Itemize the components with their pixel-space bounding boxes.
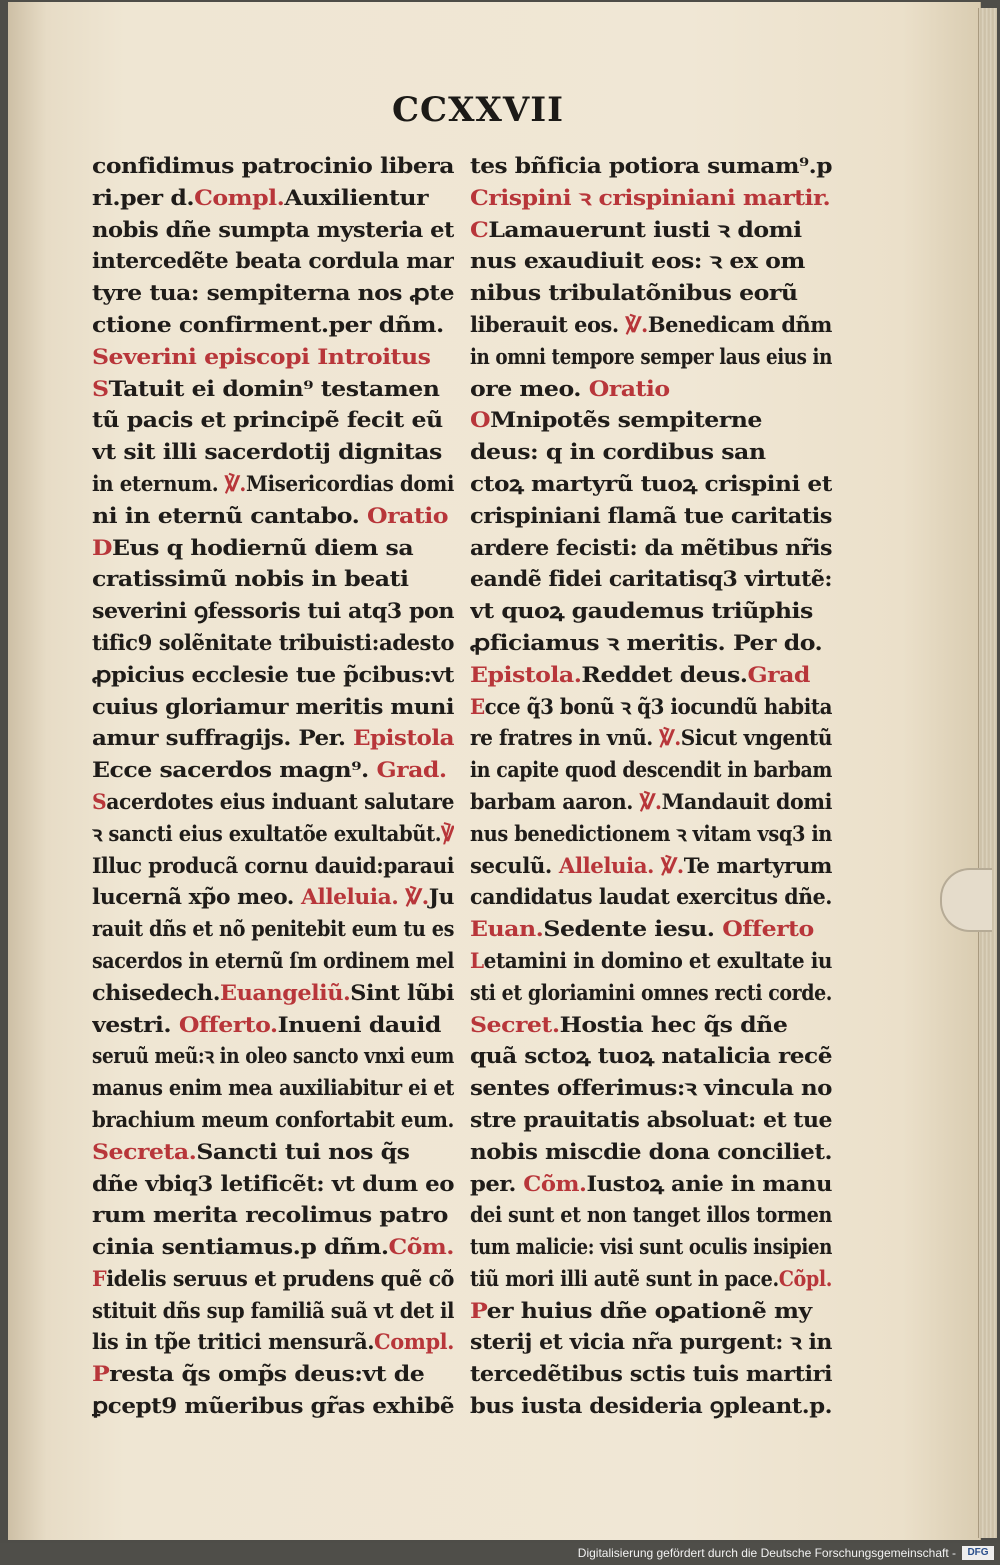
body-text: amur suffragijs. Per. <box>92 725 353 751</box>
body-text: rum merita recolimus patro <box>92 1202 448 1228</box>
rubric-text: Euan. <box>470 916 544 942</box>
body-text: Mnipotẽs sempiterne <box>490 407 762 433</box>
body-text: seculũ. <box>470 852 559 878</box>
body-text: Ecce sacerdos magn⁹. <box>92 757 377 783</box>
body-text: candidatus laudat exercitus dñe. <box>470 884 832 910</box>
body-text: Sancti tui nos q̃s <box>196 1138 410 1164</box>
body-text: tũ pacis et principẽ fecit eũ <box>92 407 443 433</box>
rubric-text: Secreta. <box>92 1138 197 1164</box>
text-line <box>470 468 832 500</box>
rubric-text: ℣. <box>224 470 246 496</box>
rubric-text: C <box>470 216 489 242</box>
page-clip <box>940 868 992 932</box>
rubric-text: S <box>92 375 109 401</box>
folio-number: CCXXVII <box>392 90 565 130</box>
text-line <box>470 563 832 595</box>
body-text: cinia sentiamus.p dñm. <box>92 1234 389 1260</box>
body-text: tific9 solẽnitate tribuisti:adesto <box>92 629 454 655</box>
text-line <box>92 850 454 882</box>
text-line <box>470 182 832 214</box>
body-text: ꝓficiamus ꝛ meritis. Per do. <box>470 629 823 655</box>
text-line <box>92 786 454 818</box>
text-line <box>470 214 832 246</box>
text-line <box>470 404 832 436</box>
rubric-text: L <box>470 947 484 973</box>
body-text: crispiniani flamã tue caritatis <box>470 502 832 528</box>
body-text: etamini in domino et exultate iu <box>483 947 832 973</box>
body-text: tes bñficia potiora sumam⁹.p <box>470 153 832 178</box>
body-text: nus benedictionem ꝛ vitam vsq3 in <box>470 820 832 846</box>
rubric-text: Secret. <box>470 1011 560 1037</box>
rubric-text: Compl. <box>194 184 285 210</box>
body-text: Illuc producã cornu dauid:paraui <box>92 852 454 878</box>
text-line <box>470 1295 832 1327</box>
text-line <box>92 1168 454 1200</box>
text-line <box>470 532 832 564</box>
text-line <box>92 1009 454 1041</box>
body-text: seruũ meũ:ꝛ in oleo sancto vnxi eum <box>92 1043 454 1069</box>
body-text: rauit dñs et nõ penitebit eum tu es <box>92 916 454 942</box>
body-text: liberauit eos. <box>470 311 626 337</box>
body-text: sti et gloriamini omnes recti corde. <box>470 979 832 1005</box>
text-line <box>470 1263 832 1295</box>
text-line <box>92 1295 454 1327</box>
text-line <box>470 436 832 468</box>
rubric-text: ℣. <box>625 311 648 337</box>
rubric-text: Compl. <box>374 1329 454 1355</box>
text-line <box>92 913 454 945</box>
text-line <box>92 722 454 754</box>
body-text: ꝑcept9 mũeribus gr̃as exhibẽ <box>92 1393 454 1419</box>
rubric-text: Oratio <box>588 375 670 401</box>
body-text: vt sit illi sacerdotij dignitas <box>92 439 442 465</box>
body-text: in capite quod descendit in barbam <box>470 757 832 783</box>
body-text: cratissimũ nobis in beati <box>92 566 409 592</box>
body-text: Hostia hec q̃s dñe <box>559 1011 788 1037</box>
right-text-column <box>470 150 832 1422</box>
rubric-text: P <box>92 1361 110 1387</box>
text-line <box>92 373 454 405</box>
body-text: confidimus patrocinio libera <box>92 153 454 178</box>
text-line <box>470 786 832 818</box>
rubric-text: Crispini ꝛ crispiniani martir. <box>470 184 831 210</box>
body-text: tercedẽtibus sctis tuis martiri <box>470 1361 832 1387</box>
body-text: nibus tribulatõnibus eorũ <box>470 280 798 306</box>
text-line <box>470 595 832 627</box>
text-line <box>92 1231 454 1263</box>
text-line <box>92 532 454 564</box>
text-line <box>92 881 454 913</box>
text-line <box>92 1199 454 1231</box>
text-line <box>92 1358 454 1390</box>
body-text: Te martyrum <box>683 852 832 878</box>
text-line <box>92 977 454 1009</box>
body-text: er huius dñe oꝑationẽ my <box>486 1297 812 1323</box>
body-text: Mandauit domi <box>661 788 832 814</box>
body-text: manus enim mea auxiliabitur ei et <box>92 1075 454 1101</box>
text-line <box>470 341 832 373</box>
text-line <box>92 595 454 627</box>
text-line <box>92 1390 454 1422</box>
body-text: Eus q hodiernũ diem sa <box>112 534 414 560</box>
rubric-text: E <box>470 693 485 719</box>
body-text: sentes offerimus:ꝛ vincula no <box>470 1075 832 1101</box>
body-text: chisedech. <box>92 979 221 1005</box>
body-text: idelis seruus et prudens quẽ cõ <box>106 1265 454 1291</box>
footer-bar <box>0 1543 1000 1565</box>
body-text: ꝓpicius ecclesie tue p̃cibus:vt <box>92 661 454 687</box>
body-text: re fratres in vnũ. <box>470 725 660 751</box>
text-line <box>470 1104 832 1136</box>
text-line <box>92 563 454 595</box>
body-text: ardere fecisti: da mẽtibus nr̃is <box>470 534 832 560</box>
rubric-text: Oratio <box>367 502 448 528</box>
body-text: in omni tempore semper laus eius in <box>470 343 832 369</box>
text-line <box>470 722 832 754</box>
text-line <box>92 500 454 532</box>
body-text: per. <box>470 1170 524 1196</box>
text-line <box>470 1199 832 1231</box>
body-text: tyre tua: sempiterna nos ꝓte <box>92 280 454 306</box>
text-line <box>92 277 454 309</box>
rubric-text: ℣. <box>639 788 662 814</box>
body-text: cce q̃3 bonũ ꝛ q̃3 iocundũ habita <box>484 693 832 719</box>
text-line <box>470 977 832 1009</box>
text-line <box>92 945 454 977</box>
body-text: Tatuit ei domin⁹ testamen <box>108 375 440 401</box>
body-text: resta q̃s omp̃s deus:vt de <box>109 1361 425 1387</box>
rubric-text: Cõpl. <box>778 1265 832 1291</box>
rubric-text: F <box>92 1265 107 1291</box>
text-line <box>470 500 832 532</box>
body-text: ni in eternũ cantabo. <box>92 502 367 528</box>
text-line <box>470 1168 832 1200</box>
body-text: barbam aaron. <box>470 788 640 814</box>
text-line <box>92 754 454 786</box>
rubric-text: D <box>92 534 112 560</box>
rubric-text: S <box>92 788 107 814</box>
body-text: dei sunt et non tanget illos tormen <box>470 1202 832 1228</box>
text-line <box>470 1072 832 1104</box>
body-text: Sint lũbi <box>350 979 454 1005</box>
text-line <box>92 341 454 373</box>
body-text: deus: q in cordibus san <box>470 439 766 465</box>
text-line <box>92 1040 454 1072</box>
text-line <box>92 214 454 246</box>
text-line <box>470 1009 832 1041</box>
body-text: ore meo. <box>470 375 589 401</box>
body-text: stituit dñs sup familiã suã vt det il <box>92 1297 454 1323</box>
text-line <box>470 945 832 977</box>
text-line <box>92 150 454 182</box>
body-text: ctione confirment.per dñm. <box>92 311 444 337</box>
text-line <box>470 659 832 691</box>
rubric-text: ℣ <box>441 820 454 846</box>
text-line <box>92 309 454 341</box>
body-text: cuius gloriamur meritis muni <box>92 693 454 719</box>
text-line <box>470 913 832 945</box>
body-text: Iustoꝝ anie in manu <box>586 1170 832 1196</box>
rubric-text: Epistola <box>352 725 454 751</box>
text-line <box>470 309 832 341</box>
text-line <box>92 818 454 850</box>
text-line <box>92 436 454 468</box>
body-text: ri.per d. <box>92 184 195 210</box>
body-text: Benedicam dñm <box>647 311 832 337</box>
rubric-text: Alleluia. ℣. <box>558 852 684 878</box>
text-line <box>92 1136 454 1168</box>
text-line <box>92 182 454 214</box>
text-line <box>470 850 832 882</box>
rubric-text: Epistola. <box>470 661 582 687</box>
body-text: dñe vbiq3 letificẽt: vt dum eo <box>92 1170 454 1196</box>
rubric-text: Offerto <box>722 916 814 942</box>
text-line <box>470 245 832 277</box>
body-text: nus exaudiuit eos: ꝛ ex om <box>470 248 805 274</box>
body-text: stre prauitatis absoluat: et tue <box>470 1106 832 1132</box>
rubric-text: O <box>470 407 491 433</box>
body-text: Auxilientur <box>284 184 429 210</box>
text-line <box>92 1072 454 1104</box>
rubric-text: P <box>470 1297 487 1323</box>
left-text-column <box>92 150 454 1422</box>
text-line <box>470 1040 832 1072</box>
text-line <box>92 691 454 723</box>
text-line <box>470 277 832 309</box>
text-line <box>470 691 832 723</box>
body-text: sterij et vicia nr̃a purgent: ꝛ in <box>470 1329 832 1355</box>
body-text: Inueni dauid <box>277 1011 441 1037</box>
rubric-text: Grad <box>747 661 810 687</box>
body-text: ꝛ sancti eius exultatõe exultabũt. <box>92 820 442 846</box>
rubric-text: Offerto. <box>178 1011 278 1037</box>
body-text: vt quoꝝ gaudemus triũphis <box>470 598 813 624</box>
body-text: brachium meum confortabit eum. <box>92 1106 454 1132</box>
text-line <box>470 881 832 913</box>
body-text: lis in tp̃e tritici mensurã. <box>92 1329 375 1355</box>
text-line <box>470 754 832 786</box>
body-text: vestri. <box>92 1011 179 1037</box>
rubric-text: Cõm. <box>523 1170 587 1196</box>
body-text: quã sctoꝝ tuoꝝ natalicia recẽ <box>470 1043 832 1069</box>
body-text: Lamauerunt iusti ꝛ domi <box>488 216 802 242</box>
text-line <box>92 468 454 500</box>
body-text: Sicut vngentũ <box>680 725 832 751</box>
body-text: bus iusta desideria ꝯpleant.p. <box>470 1393 832 1419</box>
text-line <box>92 1326 454 1358</box>
text-line <box>92 1263 454 1295</box>
body-text: Ju <box>428 884 454 910</box>
rubric-text: Alleluia. ℣. <box>301 884 429 910</box>
body-text: tum malicie: visi sunt oculis insipien <box>470 1234 832 1260</box>
body-text: lucernã xp̃o meo. <box>92 884 302 910</box>
body-text: intercedẽte beata cordula mar <box>92 248 454 274</box>
text-line <box>92 1104 454 1136</box>
funding-notice: Digitalisierung gefördert durch die Deutsche Forschungsgemeinschaft - <box>577 1546 956 1560</box>
rubric-text: Euangeliũ. <box>220 979 351 1005</box>
text-line <box>92 659 454 691</box>
text-line <box>92 627 454 659</box>
text-line <box>92 245 454 277</box>
dfg-logo: DFG <box>962 1546 994 1560</box>
body-text: sacerdos in eternũ ſm ordinem mel <box>92 947 454 973</box>
text-line <box>470 1326 832 1358</box>
page-edges <box>978 8 997 1538</box>
body-text: nobis dñe sumpta mysteria et <box>92 216 454 242</box>
text-line <box>470 1136 832 1168</box>
text-line <box>92 404 454 436</box>
body-text: eandẽ fidei caritatisq3 virtutẽ: <box>470 566 832 592</box>
rubric-text: Severini episcopi Introitus <box>92 343 431 369</box>
body-text: Reddet deus. <box>581 661 748 687</box>
body-text: ctoꝝ martyrũ tuoꝝ crispini et <box>470 470 832 496</box>
rubric-text: Cõm. <box>388 1234 454 1260</box>
text-line <box>470 1358 832 1390</box>
body-text: tiũ mori illi autẽ sunt in pace. <box>470 1265 779 1291</box>
body-text: Misericordias domi <box>245 470 454 496</box>
text-line <box>470 1231 832 1263</box>
text-line <box>470 1390 832 1422</box>
text-line <box>470 818 832 850</box>
text-line <box>470 627 832 659</box>
body-text: Sedente iesu. <box>543 916 723 942</box>
rubric-text: Grad. <box>376 757 447 783</box>
body-text: acerdotes eius induant salutare <box>106 788 454 814</box>
rubric-text: ℣. <box>659 725 681 751</box>
text-line <box>470 373 832 405</box>
text-line <box>470 150 832 182</box>
body-text: in eternum. <box>92 470 225 496</box>
body-text: nobis miscdie dona conciliet. <box>470 1138 832 1164</box>
body-text: severini ꝯfessoris tui atq3 pon <box>92 598 454 624</box>
